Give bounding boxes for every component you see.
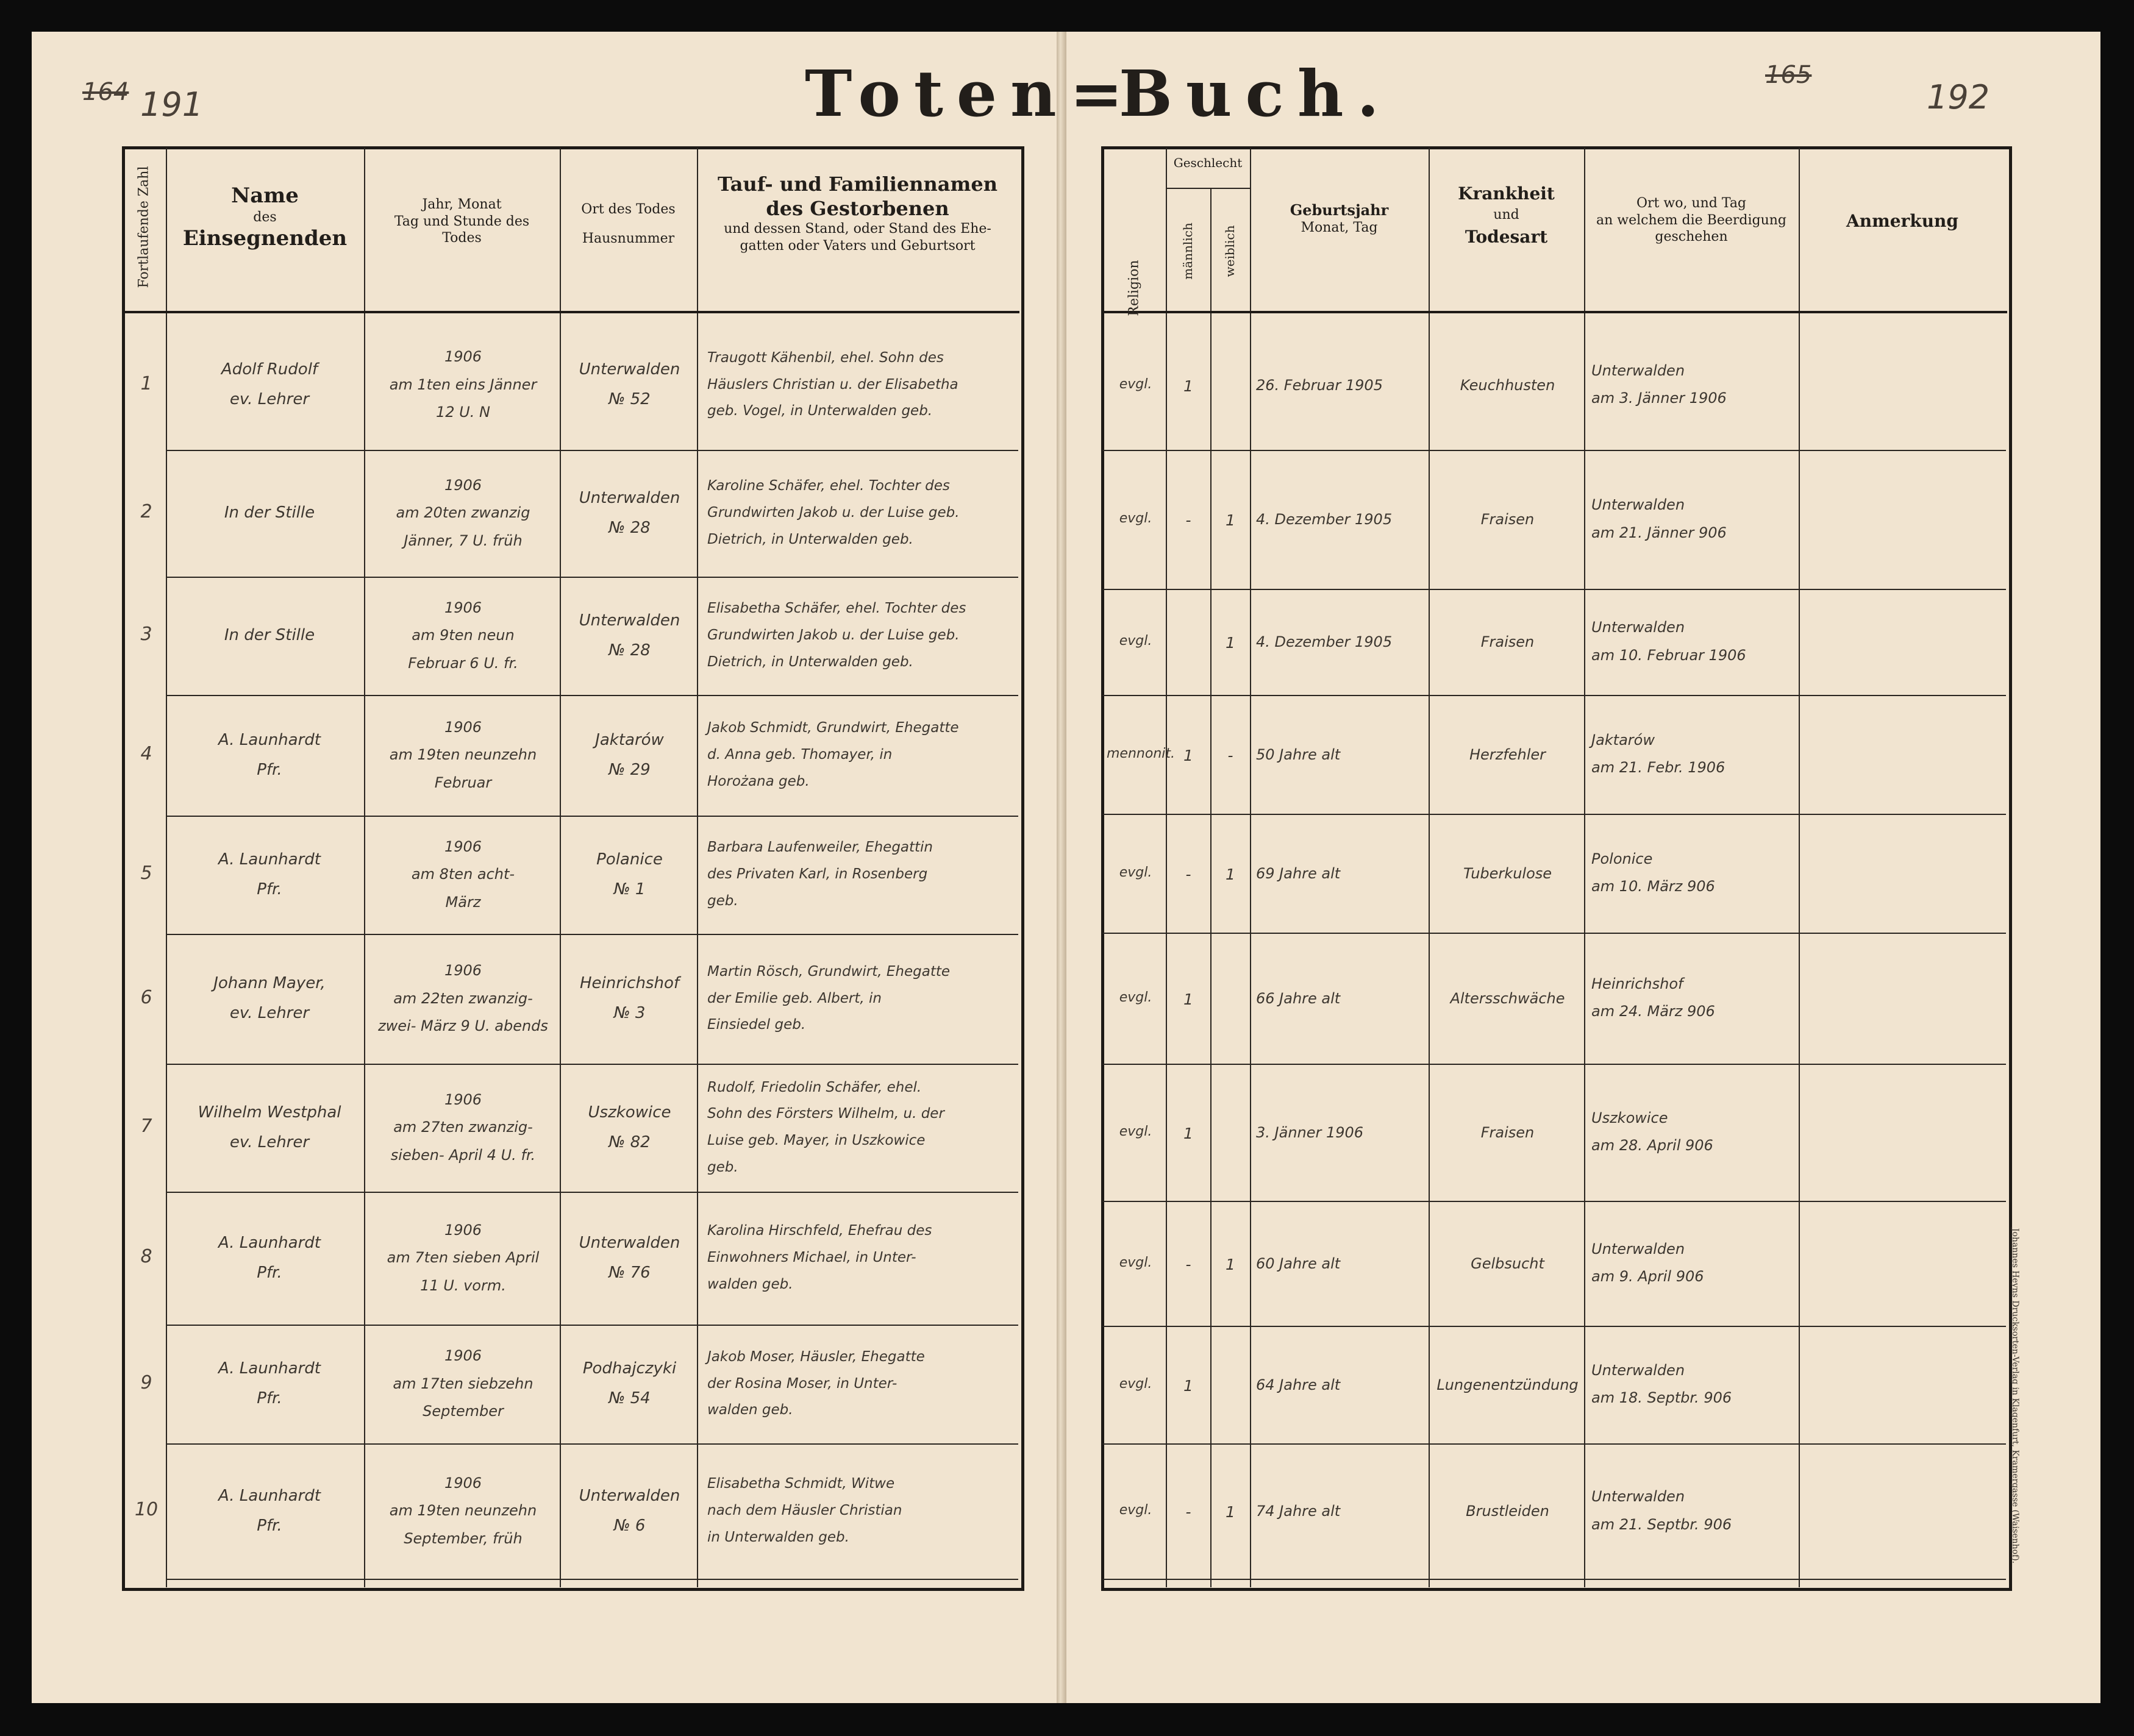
death-place-line: № 6: [613, 1516, 646, 1535]
clergy-name: [178, 1481, 361, 1542]
burial-info-line: am 21. Febr. 1906: [1591, 759, 1725, 777]
row-line: [166, 1064, 1018, 1065]
deceased-details: [707, 1075, 1015, 1181]
deceased-details-line: Häuslers Christian u. der Elisabetha: [707, 376, 958, 393]
clergy-name: [178, 621, 361, 650]
deceased-details-line: d. Anna geb. Thomayer, in: [707, 747, 893, 763]
clergy-name-line: Pfr.: [257, 1516, 282, 1535]
deceased-details-line: in Unterwalden geb.: [707, 1529, 849, 1545]
page-title-left: Toten=: [805, 56, 1137, 131]
col-line: [1250, 148, 1251, 1587]
burial-info-line: am 10. Februar 1906: [1591, 646, 1746, 664]
header-line-left: [123, 311, 1019, 313]
burial-info-line: Unterwalden: [1591, 361, 1685, 379]
cause-of-death: Fraisen: [1480, 633, 1535, 650]
death-date-line: 1906: [444, 1347, 482, 1365]
deceased-details-line: geb.: [707, 1159, 738, 1175]
sex-male: -: [1185, 1503, 1191, 1521]
death-place: [564, 1228, 695, 1289]
death-place-line: № 29: [608, 760, 651, 779]
death-place: [564, 355, 695, 415]
deceased-details: [707, 596, 1015, 675]
clergy-name: [178, 1228, 361, 1289]
death-place-line: № 82: [608, 1133, 651, 1151]
death-place-line: Unterwalden: [579, 488, 680, 507]
clergy-name-line: Johann Mayer,: [213, 974, 326, 993]
deceased-details: [707, 834, 1015, 914]
death-place: [564, 1098, 695, 1158]
death-place-line: Unterwalden: [579, 1233, 680, 1252]
death-date-line: 1906: [444, 1474, 482, 1492]
burial-info: [1591, 970, 1796, 1026]
clergy-name-line: Pfr.: [257, 880, 282, 898]
deceased-details-line: Elisabetha Schäfer, ehel. Tochter des: [707, 600, 966, 617]
cause-of-death: Lungenentzündung: [1436, 1376, 1579, 1393]
death-date: [367, 594, 559, 678]
row-number: 5: [140, 863, 152, 884]
sex-female: 1: [1226, 1255, 1235, 1273]
clergy-name: [178, 725, 361, 786]
deceased-details-line: Barbara Laufenweiler, Ehegattin: [707, 839, 933, 856]
birth-date: 4. Dezember 1905: [1256, 633, 1393, 650]
burial-info: [1591, 1357, 1796, 1412]
religion: evgl.: [1119, 1254, 1152, 1270]
sex-male: 1: [1183, 1124, 1193, 1142]
header-name: Name des Einsegnenden: [182, 183, 348, 251]
death-date-line: am 9ten neun: [412, 627, 515, 644]
cause-of-death: Gelbsucht: [1471, 1254, 1544, 1272]
clergy-name-line: A. Launhardt: [218, 1359, 321, 1378]
header-date: Jahr, Monat Tag und Stunde des Todes: [394, 197, 530, 246]
deceased-details-line: des Privaten Karl, in Rosenberg: [707, 866, 928, 883]
row-line: [1102, 695, 2006, 696]
col-line: [166, 148, 167, 1587]
header-place: Ort des Todes Hausnummer: [581, 202, 676, 246]
sex-subheader-line: [1166, 188, 1250, 189]
death-place-line: № 76: [608, 1263, 651, 1282]
burial-info-line: am 3. Jänner 1906: [1591, 390, 1727, 407]
row-number: 9: [140, 1371, 152, 1393]
birth-date: 26. Februar 1905: [1256, 376, 1383, 394]
clergy-name-line: A. Launhardt: [218, 1486, 321, 1505]
row-line: [1102, 933, 2006, 934]
clergy-name-line: In der Stille: [224, 503, 315, 522]
death-place: [564, 725, 695, 786]
deceased-details-line: geb. Vogel, in Unterwalden geb.: [707, 403, 933, 419]
burial-info-line: Unterwalden: [1591, 496, 1685, 514]
col-line: [560, 148, 561, 1587]
death-date: [367, 343, 559, 427]
death-place-line: Heinrichshof: [579, 974, 680, 993]
row-line: [1102, 1443, 2006, 1445]
death-date: [367, 1342, 559, 1426]
deceased-details-line: Elisabetha Schmidt, Witwe: [707, 1476, 895, 1492]
clergy-name: [178, 845, 361, 905]
religion: evgl.: [1119, 633, 1152, 649]
death-place: [564, 969, 695, 1029]
clergy-name-line: A. Launhardt: [218, 730, 321, 749]
header-birth: Geburtsjahr Monat, Tag: [1290, 201, 1389, 235]
book-gutter: [1057, 32, 1066, 1703]
death-date-line: 1906: [444, 1090, 482, 1108]
death-date-line: zwei- März 9 U. abends: [378, 1017, 548, 1035]
religion: evgl.: [1119, 1376, 1152, 1392]
death-date: [367, 472, 559, 555]
deceased-details-line: Martin Rösch, Grundwirt, Ehegatte: [707, 963, 951, 980]
death-date-line: am 17ten siebzehn: [393, 1375, 534, 1392]
deceased-details: [707, 345, 1015, 425]
deceased-details: [707, 959, 1015, 1039]
birth-date: 50 Jahre alt: [1256, 745, 1341, 763]
death-date-line: 1906: [444, 718, 482, 736]
page-number-right: 192: [1927, 78, 1990, 116]
burial-info-line: Unterwalden: [1591, 1488, 1685, 1506]
death-date-line: am 19ten neunzehn: [389, 746, 537, 764]
clergy-name-line: ev. Lehrer: [229, 1133, 310, 1151]
old-page-number-right: 165: [1765, 61, 1812, 89]
cause-of-death: Herzfehler: [1469, 745, 1546, 763]
death-place: [564, 606, 695, 666]
cause-of-death: Fraisen: [1480, 511, 1535, 528]
deceased-details-line: Dietrich, in Unterwalden geb.: [707, 531, 913, 547]
birth-date: 74 Jahre alt: [1256, 1503, 1341, 1520]
row-line: [1102, 450, 2006, 451]
deceased-details-line: der Emilie geb. Albert, in: [707, 990, 882, 1006]
sex-female: 1: [1226, 511, 1235, 529]
burial-info-line: am 28. April 906: [1591, 1137, 1713, 1154]
cause-of-death: Brustleiden: [1466, 1503, 1549, 1520]
header-burial: Ort wo, und Tag an welchem die Beerdigung geschehen: [1596, 196, 1786, 244]
header-deceased: Tauf- und Familiennamen des Gestorbenen und dessen Stand, oder Stand des Ehe- gatten oder Vaters und Geburtsort: [718, 173, 997, 254]
sex-male: 1: [1183, 377, 1193, 395]
death-place: [564, 483, 695, 544]
burial-info-line: am 9. April 906: [1591, 1268, 1704, 1286]
header-religion: Religion: [1126, 260, 1142, 316]
burial-info-line: Unterwalden: [1591, 619, 1685, 636]
death-date-line: 1906: [444, 476, 482, 494]
birth-date: 69 Jahre alt: [1256, 864, 1341, 882]
clergy-name-line: In der Stille: [224, 626, 315, 645]
death-place-line: № 3: [613, 1004, 646, 1023]
header-line-right: [1102, 311, 2007, 313]
col-line: [1799, 148, 1800, 1587]
page-title-right: Buch.: [1119, 56, 1393, 131]
deceased-details-line: nach dem Häusler Christian: [707, 1503, 902, 1519]
col-line: [1210, 189, 1212, 1587]
death-place-line: Jaktarów: [595, 730, 664, 749]
header-female: weiblich: [1222, 225, 1237, 277]
header-sex: Geschlecht: [1173, 155, 1243, 170]
deceased-details-line: Dietrich, in Unterwalden geb.: [707, 653, 913, 670]
deceased-details-line: Luise geb. Mayer, in Uszkowice: [707, 1132, 926, 1148]
old-page-number-left: 164: [82, 78, 129, 106]
cause-of-death: Tuberkulose: [1463, 864, 1552, 882]
death-date-line: 1906: [444, 348, 482, 366]
death-date-line: sieben- April 4 U. fr.: [390, 1146, 536, 1164]
sex-male: -: [1185, 1255, 1191, 1273]
death-date-line: 1906: [444, 962, 482, 980]
deceased-details-line: walden geb.: [707, 1276, 793, 1292]
death-place-line: Podhajczyki: [582, 1359, 677, 1378]
death-date-line: Februar 6 U. fr.: [408, 654, 518, 672]
burial-info: [1591, 1483, 1796, 1539]
burial-info-line: am 18. Septbr. 906: [1591, 1389, 1732, 1407]
death-date-line: 11 U. vorm.: [420, 1276, 506, 1294]
religion: evgl.: [1119, 864, 1152, 880]
death-place-line: Polanice: [596, 850, 663, 869]
row-line: [1102, 1326, 2006, 1327]
row-line: [166, 695, 1018, 696]
cause-of-death: Fraisen: [1480, 1123, 1535, 1141]
clergy-name: [178, 1098, 361, 1158]
death-date-line: am 8ten acht-: [411, 866, 515, 883]
death-date: [367, 1217, 559, 1300]
death-date-line: September, früh: [404, 1529, 523, 1547]
deceased-details: [707, 1344, 1015, 1424]
death-place-line: Uszkowice: [588, 1103, 671, 1122]
deceased-details-line: walden geb.: [707, 1402, 793, 1418]
clergy-name-line: ev. Lehrer: [229, 1004, 310, 1023]
cause-of-death: Keuchhusten: [1460, 376, 1555, 394]
row-number: 2: [140, 501, 152, 522]
deceased-details-line: Grundwirten Jakob u. der Luise geb.: [707, 505, 960, 521]
col-line: [697, 148, 698, 1587]
deceased-details-line: Einsiedel geb.: [707, 1017, 806, 1033]
page-number-left: 191: [140, 85, 204, 124]
burial-info: [1591, 1236, 1796, 1291]
death-place: [564, 1481, 695, 1542]
death-date-line: Jänner, 7 U. früh: [404, 532, 523, 549]
row-line: [1102, 589, 2006, 590]
deceased-details-line: Traugott Kähenbil, ehel. Sohn des: [707, 349, 944, 366]
burial-info: [1591, 1105, 1796, 1160]
row-number: 6: [140, 986, 152, 1008]
death-place-line: № 28: [608, 518, 651, 537]
row-line: [166, 450, 1018, 451]
burial-info-line: am 21. Septbr. 906: [1591, 1515, 1732, 1533]
death-place-line: Unterwalden: [579, 611, 680, 630]
clergy-name-line: Pfr.: [257, 1263, 282, 1282]
death-date: [367, 1086, 559, 1170]
death-date-line: am 19ten neunzehn: [389, 1502, 537, 1520]
death-date-line: März: [445, 893, 481, 911]
religion: mennonit.: [1107, 745, 1175, 761]
deceased-details-line: Grundwirten Jakob u. der Luise geb.: [707, 627, 960, 644]
header-remark: Anmerkung: [1846, 211, 1958, 231]
row-number: 4: [140, 743, 152, 764]
deceased-details: [707, 715, 1015, 795]
row-line: [166, 577, 1018, 578]
burial-info: [1591, 614, 1796, 669]
burial-info-line: Polonice: [1591, 850, 1653, 867]
burial-info-line: am 21. Jänner 906: [1591, 524, 1727, 541]
clergy-name-line: Wilhelm Westphal: [198, 1103, 341, 1122]
deceased-details-line: der Rosina Moser, in Unter-: [707, 1375, 897, 1392]
clergy-name-line: A. Launhardt: [218, 850, 321, 869]
burial-info-line: Uszkowice: [1591, 1109, 1668, 1126]
death-date-line: 1906: [444, 599, 482, 616]
sex-female: 1: [1226, 634, 1235, 652]
burial-info-line: Heinrichshof: [1591, 975, 1683, 992]
row-line: [166, 934, 1018, 935]
deceased-details-line: Jakob Moser, Häusler, Ehegatte: [707, 1348, 925, 1365]
deceased-details: [707, 1471, 1015, 1551]
sex-male: -: [1185, 511, 1191, 529]
clergy-name-line: Pfr.: [257, 760, 282, 779]
sex-male: 1: [1183, 746, 1193, 764]
religion: evgl.: [1119, 511, 1152, 526]
deceased-details-line: Sohn des Försters Wilhelm, u. der: [707, 1106, 944, 1122]
sex-male: -: [1185, 865, 1191, 883]
burial-info-line: Unterwalden: [1591, 1361, 1685, 1379]
burial-info-line: Jaktarów: [1591, 731, 1655, 749]
death-date: [367, 714, 559, 797]
death-date-line: Februar: [434, 774, 492, 791]
sex-male: 1: [1183, 1376, 1193, 1395]
row-line: [1102, 814, 2006, 815]
deceased-details-line: Horożana geb.: [707, 773, 810, 789]
deceased-details: [707, 473, 1015, 553]
clergy-name: [178, 355, 361, 415]
religion: evgl.: [1119, 989, 1152, 1005]
deceased-details-line: Karolina Hirschfeld, Ehefrau des: [707, 1223, 932, 1239]
death-date-line: am 1ten eins Jänner: [389, 375, 537, 393]
burial-info: [1591, 357, 1796, 413]
header-illness: Krankheit und Todesart: [1458, 183, 1555, 247]
row-number: 8: [140, 1246, 152, 1267]
row-number: 1: [140, 372, 152, 394]
religion: evgl.: [1119, 376, 1152, 392]
burial-info: [1591, 491, 1796, 547]
row-line: [1102, 1064, 2006, 1065]
death-date-line: September: [423, 1403, 504, 1420]
header-male: männlich: [1180, 222, 1195, 280]
death-place-line: Unterwalden: [579, 360, 680, 379]
deceased-details-line: Rudolf, Friedolin Schäfer, ehel.: [707, 1079, 922, 1095]
row-line: [166, 1192, 1018, 1193]
death-place-line: № 54: [608, 1389, 651, 1408]
deceased-details-line: Einwohners Michael, in Unter-: [707, 1250, 916, 1266]
row-line: [1102, 1201, 2006, 1202]
clergy-name-line: Adolf Rudolf: [221, 360, 318, 379]
death-date-line: am 22ten zwanzig-: [393, 989, 533, 1007]
row-number: 3: [140, 624, 152, 645]
clergy-name-line: A. Launhardt: [218, 1233, 321, 1252]
row-line: [1102, 1579, 2006, 1580]
col-line: [1429, 148, 1430, 1587]
deceased-details-line: Karoline Schäfer, ehel. Tochter des: [707, 478, 950, 494]
row-line: [166, 1579, 1018, 1580]
clergy-name: [178, 498, 361, 528]
death-date-line: 1906: [444, 1221, 482, 1239]
row-line: [166, 1325, 1018, 1326]
religion: evgl.: [1119, 1503, 1152, 1518]
death-date: [367, 957, 559, 1041]
birth-date: 66 Jahre alt: [1256, 989, 1341, 1007]
death-place: [564, 1354, 695, 1414]
cause-of-death: Altersschwäche: [1450, 989, 1565, 1007]
deceased-details-line: geb.: [707, 892, 738, 909]
birth-date: 4. Dezember 1905: [1256, 511, 1393, 528]
deceased-details: [707, 1218, 1015, 1298]
birth-date: 60 Jahre alt: [1256, 1254, 1341, 1272]
row-number: 10: [134, 1499, 159, 1520]
burial-info-line: Unterwalden: [1591, 1240, 1685, 1258]
death-date-line: am 7ten sieben April: [387, 1249, 540, 1267]
death-date-line: 12 U. N: [436, 404, 490, 421]
death-date: [367, 833, 559, 917]
death-date: [367, 1470, 559, 1553]
burial-info-line: am 24. März 906: [1591, 1003, 1715, 1020]
burial-info: [1591, 727, 1796, 782]
clergy-name: [178, 969, 361, 1029]
death-place-line: № 28: [608, 641, 651, 660]
death-place: [564, 845, 695, 905]
col-line: [1166, 148, 1167, 1587]
death-date-line: 1906: [444, 838, 482, 855]
row-line: [166, 1443, 1018, 1445]
religion: evgl.: [1119, 1123, 1152, 1139]
header-number: Fortlaufende Zahl: [136, 166, 152, 288]
sex-female: 1: [1226, 865, 1235, 883]
death-place-line: № 52: [608, 390, 651, 409]
burial-info-line: am 10. März 906: [1591, 878, 1715, 895]
clergy-name-line: ev. Lehrer: [229, 390, 310, 409]
death-date-line: am 27ten zwanzig-: [393, 1119, 533, 1136]
printer-imprint: Johannes Heyns Drucksorten-Verlag in Klagenfurt, Kramergasse (Waisenhof).: [2010, 1228, 2020, 1564]
clergy-name: [178, 1354, 361, 1414]
sex-female: -: [1227, 746, 1233, 764]
death-place-line: Unterwalden: [579, 1486, 680, 1505]
death-place-line: № 1: [613, 880, 646, 898]
row-number: 7: [140, 1115, 152, 1137]
col-line: [1584, 148, 1585, 1587]
burial-info: [1591, 845, 1796, 901]
row-line: [166, 816, 1018, 817]
sex-male: 1: [1183, 990, 1193, 1008]
deceased-details-line: Jakob Schmidt, Grundwirt, Ehegatte: [707, 720, 959, 736]
sex-female: 1: [1226, 1503, 1235, 1521]
birth-date: 3. Jänner 1906: [1256, 1123, 1364, 1141]
death-date-line: am 20ten zwanzig: [396, 504, 530, 522]
col-line: [364, 148, 365, 1587]
clergy-name-line: Pfr.: [257, 1389, 282, 1408]
birth-date: 64 Jahre alt: [1256, 1376, 1341, 1393]
